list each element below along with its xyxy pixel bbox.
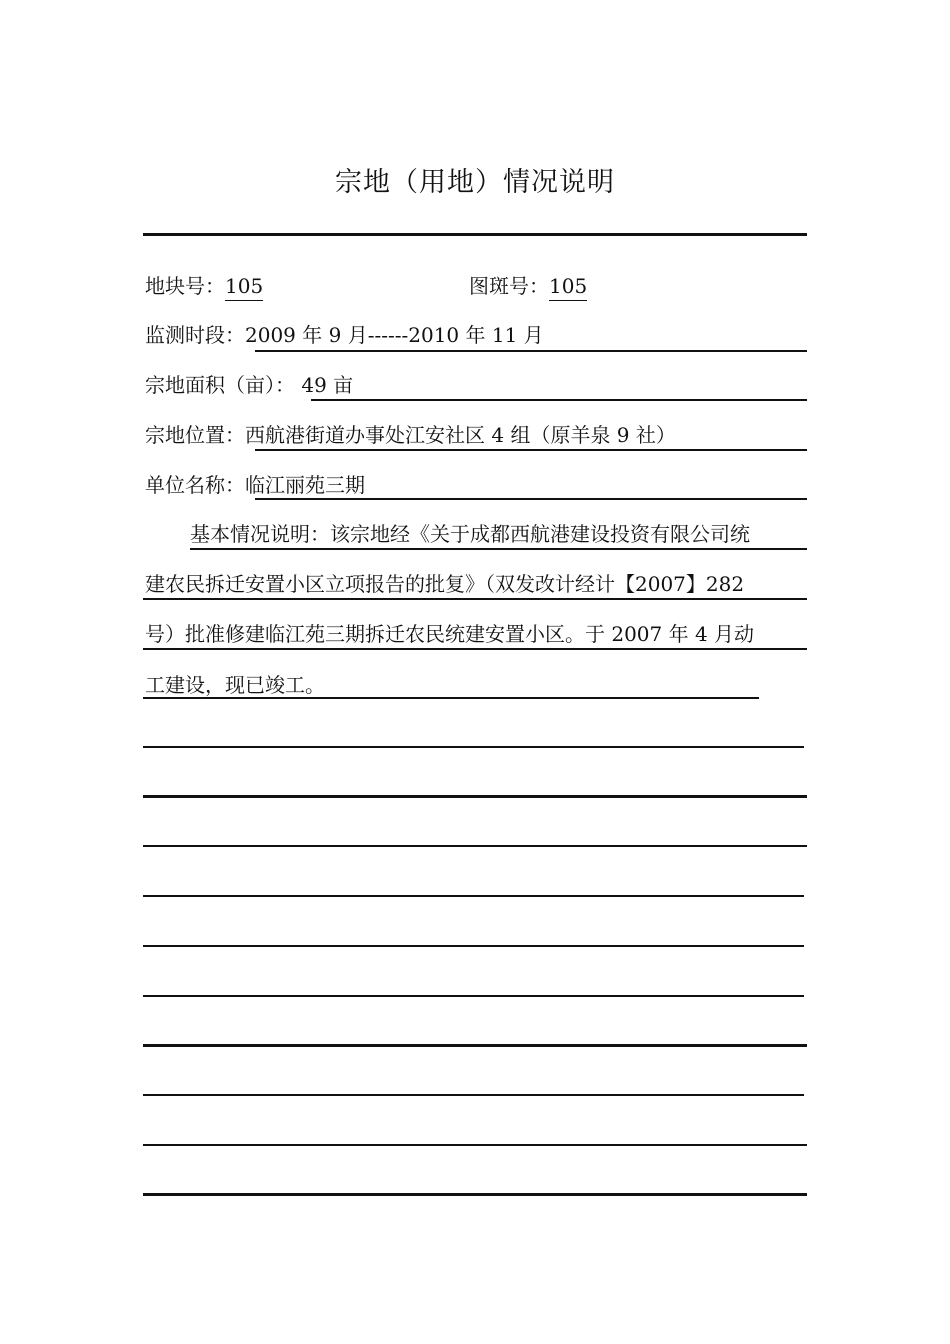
location-field [145, 423, 676, 447]
period-field [145, 323, 544, 347]
blank-line [143, 995, 804, 997]
period-label: 监测时段： [145, 323, 245, 347]
blank-line [143, 1044, 807, 1047]
unit-name-label: 单位名称： [145, 473, 245, 497]
description-line-3: 号）批准修建临江苑三期拆迁农民统建安置小区。于 2007 年 4 月动 [145, 622, 755, 646]
area-field [145, 373, 353, 397]
period-underline [255, 350, 807, 352]
blank-line [143, 1094, 804, 1096]
blank-line [143, 895, 804, 897]
area-underline [311, 399, 807, 401]
location-underline [255, 449, 807, 451]
unit-name-field [145, 473, 365, 497]
location-value: 西航港街道办事处江安社区 4 组（原羊泉 9 社） [245, 423, 676, 447]
description-underline-4 [143, 697, 759, 699]
blank-line [143, 845, 807, 847]
description-line-4: 工建设，现已竣工。 [145, 673, 325, 697]
blank-line [143, 746, 804, 748]
blank-line [143, 795, 807, 798]
period-value: 2009 年 9 月------2010 年 11 月 [245, 323, 544, 347]
unit-name-value: 临江丽苑三期 [245, 473, 365, 497]
area-value: 49 亩 [295, 373, 354, 397]
blank-line [143, 1193, 807, 1196]
description-underline-2 [143, 598, 807, 600]
map-number-field [469, 274, 587, 301]
description-line-1: 基本情况说明：该宗地经《关于成都西航港建设投资有限公司统 [190, 522, 750, 546]
title-divider [143, 233, 807, 236]
document-title: 宗地（用地）情况说明 [335, 167, 615, 198]
map-number-label: 图斑号： [469, 274, 549, 298]
description-underline-3 [143, 648, 807, 650]
plot-number-value: 105 [225, 274, 263, 301]
plot-number-label: 地块号： [145, 274, 225, 298]
unit-name-underline [255, 498, 807, 500]
map-number-value: 105 [549, 274, 587, 301]
area-label: 宗地面积（亩）： [145, 373, 295, 397]
blank-line [143, 945, 804, 947]
blank-line [143, 1144, 807, 1146]
plot-number-field [145, 274, 263, 301]
description-underline-1 [190, 548, 807, 550]
description-line-2: 建农民拆迁安置小区立项报告的批复》（双发改计经计【2007】282 [145, 572, 745, 596]
location-label: 宗地位置： [145, 423, 245, 447]
